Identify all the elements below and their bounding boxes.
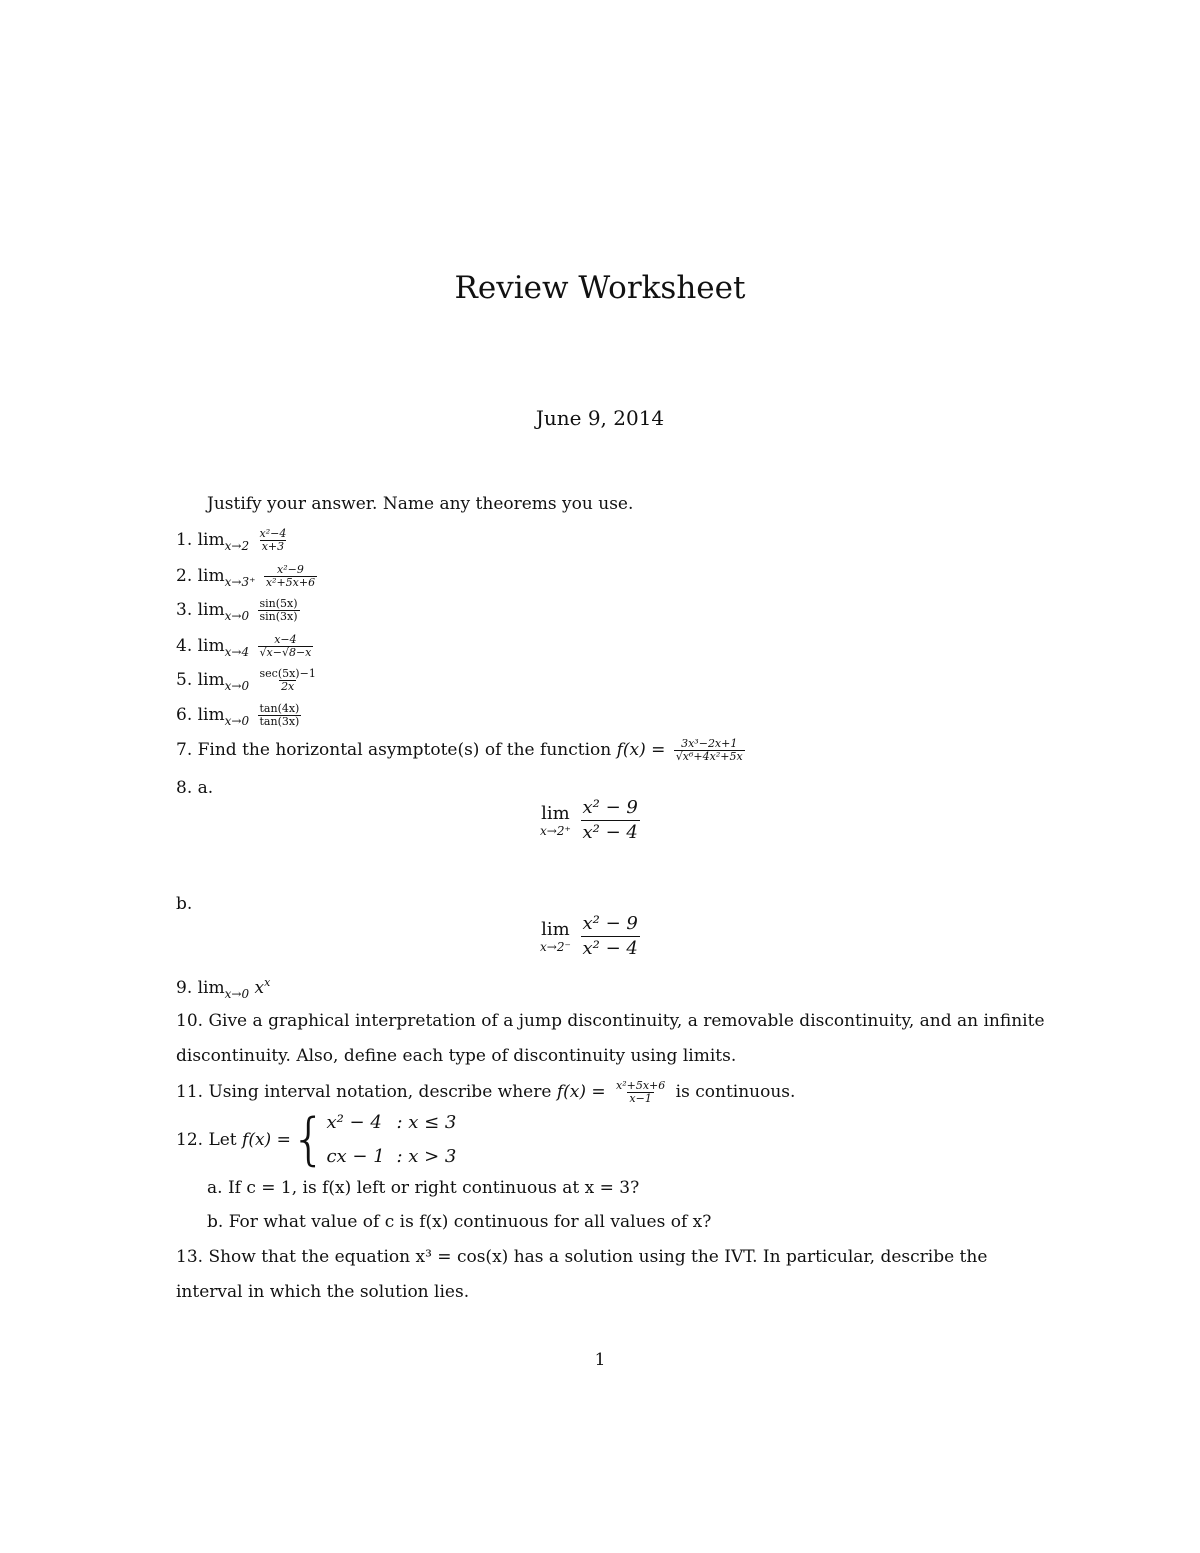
question-8b-label: b. <box>176 894 193 914</box>
document-date: June 9, 2014 <box>535 406 665 430</box>
question-12: 12. Let f(x) = { x² − 4 : x ≤ 3 cx − 1 : x > 3 <box>176 1107 457 1172</box>
question-5: 5. $\lim_{x\to 0}$ $\frac{\sec(5x)-1}{2x}$ <box>176 667 316 693</box>
question-6: 6. $\lim_{x\to 0}$ $\frac{\tan(4x)}{\tan(3x)}$ <box>176 702 300 728</box>
question-8a-expression: lim x→2⁺ $\frac{\text{x² − 9}}{\text{x² − 4}}$ <box>540 797 638 843</box>
question-13-line-1: 13. Show that the equation x³ = cos(x) has a solution using the IVT. In particular, describe the <box>176 1247 988 1267</box>
question-7: 7. Find the horizontal asymptote(s) of the function f(x) = $\frac{\text{3x³−2x+1}}{\text{√x⁶+4x²+5x}}$ <box>176 737 743 763</box>
question-3: 3. $\lim_{x\to 0}$ $\frac{\sin(5x)}{\sin(3x)}$ <box>176 597 298 623</box>
left-brace-icon: { <box>290 1107 327 1172</box>
question-11: 11. Using interval notation, describe where f(x) = $\frac{\text{x²+5x+6}}{x-1}$ is continuous. <box>176 1079 796 1105</box>
question-12a: a. If c = 1, is f(x) left or right continuous at x = 3? <box>207 1178 640 1198</box>
question-9: 9. $\lim_{x\to 0} x^x$ <box>176 976 271 1001</box>
question-8a-label: 8. a. <box>176 778 214 798</box>
question-4: 4. $\lim_{x\to 4}$ $\frac{x-4}{√x-√8-x}$ <box>176 633 312 659</box>
question-8b-expression: lim x→2⁻ $\frac{\text{x² − 9}}{\text{x² − 4}}$ <box>540 913 638 959</box>
question-2: 2. $\lim_{x\to 3^+}$ $\frac{\text{x²−9}}{\text{x²+5x+6}}$ <box>176 563 316 589</box>
question-10-line-1: 10. Give a graphical interpretation of a jump discontinuity, a removable discontinuity, and an infinite <box>176 1011 1045 1031</box>
question-13-line-2: interval in which the solution lies. <box>176 1282 470 1302</box>
question-10-line-2: discontinuity. Also, define each type of discontinuity using limits. <box>176 1046 737 1066</box>
question-1: 1. $\lim_{x\to 2}$ $\frac{\text{x²−4}}{x+3}$ <box>176 527 287 553</box>
instructions: Justify your answer. Name any theorems you use. <box>207 494 634 514</box>
question-12b: b. For what value of c is f(x) continuous for all values of x? <box>207 1212 712 1232</box>
page-title: Review Worksheet <box>454 270 746 306</box>
page-number: 1 <box>594 1350 606 1370</box>
